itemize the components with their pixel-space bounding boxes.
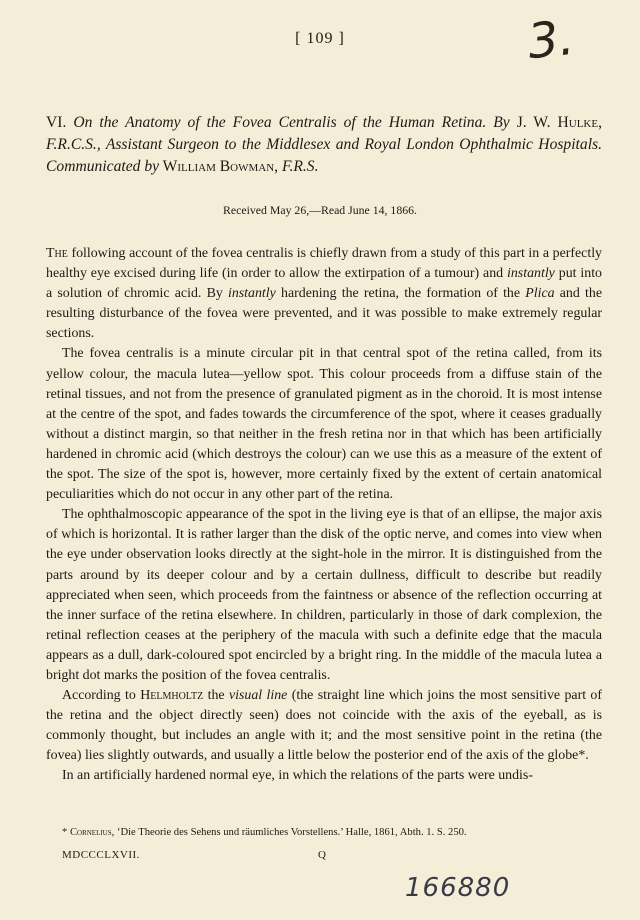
paragraph-4	[46, 686, 602, 766]
paragraph-1-text-c: hardening the retina, the formation of the	[275, 286, 526, 302]
title-frs: F.R.S.	[281, 158, 319, 175]
emphasis-plica: Plica	[525, 286, 555, 302]
footnote-author: Cornelius	[69, 827, 112, 838]
paragraph-1-text-b: put into a solution of chromic acid. By	[46, 266, 602, 302]
paragraph-1-text-a: following account of the fovea centralis is chiefly drawn from a study of this part in a perfectly healthy eye excised during life (in order to allow the extirpation of a tumour) and	[46, 246, 602, 282]
emphasis-instantly-2: instantly	[227, 286, 276, 302]
title-affiliation: F.R.C.S., Assistant Surgeon to the Middlesex and Royal London Ophthalmic Hospitals. Communicated by	[46, 136, 602, 175]
name-helmholtz: Helmholtz	[140, 688, 204, 704]
title-text: On the Anatomy of the Fovea Centralis of the Human Retina.	[73, 114, 487, 131]
article-body	[46, 244, 602, 787]
footnote-marker: *	[62, 827, 70, 838]
paragraph-1-text-d: and the resulting disturbance of the fovea were prevented, and it was possible to make extremely regular sections.	[46, 286, 602, 342]
title-numeral: VI.	[46, 114, 74, 131]
title-by: By	[486, 114, 517, 131]
footnote	[62, 826, 602, 840]
paragraph-1	[46, 244, 602, 344]
paragraph-5: In an artificially hardened normal eye, in which the relations of the parts were undis-	[62, 768, 533, 784]
volume-year: MDCCCLXVII.	[62, 849, 140, 861]
handwritten-mark: 3.	[525, 9, 577, 71]
emphasis-instantly-1: instantly	[507, 266, 555, 282]
paragraph-4-text-a: According to	[62, 688, 141, 704]
article-title	[46, 112, 602, 178]
paragraph-4-text-b: the	[203, 688, 229, 704]
title-communicator: William Bowman,	[159, 158, 282, 175]
paragraph-3: The ophthalmoscopic appearance of the spot in the living eye is that of an ellipse, the major axis of which is horizontal. It is rather larger than the disk of the optic nerve, and comes into view when the eye under observation looks directly at the sight-hole in the mirror. It is distinguished from the parts around by its deeper colour and by a certain dullness, difficult to describe but readily appreciated when seen, which proceeds from the faintness or absence of the reflection occurring at the inner surface of the retina elsewhere. In children, particularly in those of dark complexion, the retinal reflection ceases at the periphery of the macula with such a definite edge that the macula appears as a dull, dark-coloured spot encircled by a bright ring. In the middle of the macula lutea a bright dot marks the position of the fovea centralis.	[46, 507, 602, 683]
drop-word: The	[46, 246, 68, 261]
received-date: Received May 26,—Read June 14, 1866.	[223, 203, 417, 217]
handwritten-number: 166880	[405, 873, 511, 903]
footnote-text: , ‘Die Theorie des Sehens und räumliches Vorstellens.’ Halle, 1861, Abth. 1. S. 250.	[111, 827, 467, 838]
paragraph-4-text-c: (the straight line which joins the most sensitive part of the retina and the object directly seen) does not coincide with the axis of the eyeball, as is commonly thought, but includes an angle with it; and the most sensitive point in the retina (the fovea) lies slightly outwards, and usually a little below the posterior end of the axis of the globe*.	[46, 688, 603, 764]
page-number: [ 109 ]	[295, 30, 345, 47]
title-author: J. W. Hulke,	[516, 114, 602, 131]
paragraph-2: The fovea centralis is a minute circular pit in that central spot of the retina called, from its yellow colour, the macula lutea—yellow spot. This colour proceeds from a diffuse stain of the retinal tissues, and not from the presence of granulated pigment as in the choroid. It is most intense at the centre of the spot, and fades towards the circumference of the spot, where it ceases gradually without a distinct margin, so that neither in the fresh retina nor in that which has been artificially hardened in chromic acid (which destroys the colour) can we use this as a measure of the extent of the spot. The size of the spot is, however, more certainly fixed by the extent of certain anatomical peculiarities which do not occur in any other part of the retina.	[46, 346, 602, 503]
emphasis-visual-line: visual line	[228, 688, 288, 704]
signature-letter: Q	[318, 849, 326, 861]
